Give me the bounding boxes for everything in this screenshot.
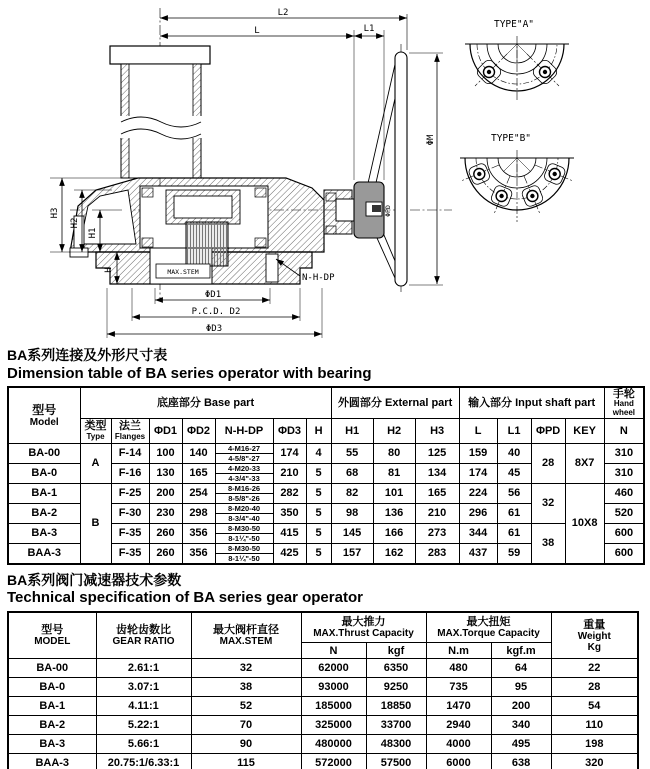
cell-nhdp: 8-M20-40 8-3/4"-40: [215, 503, 273, 523]
cell: 18850: [366, 697, 426, 716]
dim-label-l2: L2: [277, 8, 289, 18]
cell: F-35: [111, 543, 149, 564]
cell: F-35: [111, 523, 149, 543]
cell: 273: [415, 523, 459, 543]
cell: 166: [373, 523, 415, 543]
cell: F-16: [111, 463, 149, 483]
cell: BAA-3: [8, 754, 96, 769]
cell: 350: [273, 503, 306, 523]
cell: 5: [306, 543, 331, 564]
cell: 230: [149, 503, 182, 523]
cell: 54: [551, 697, 638, 716]
cell: 460: [604, 483, 644, 503]
cell: 32: [191, 659, 301, 678]
cell: 125: [415, 443, 459, 463]
cell: 5: [306, 463, 331, 483]
cell: 495: [491, 735, 551, 754]
cell: 600: [604, 543, 644, 564]
header-cell-h: H: [306, 418, 331, 443]
table-row: [8, 735, 638, 754]
header-cell-stem: 最大阀杆直径 MAX.STEM: [191, 612, 301, 659]
cell: 61: [497, 523, 531, 543]
header-cell-handwheel: 手轮 Hand wheel: [604, 387, 644, 418]
cell: 356: [182, 543, 215, 564]
header-cell-torque-nm: N.m: [426, 643, 491, 659]
cell: 282: [273, 483, 306, 503]
dim-label-l1: L1: [363, 24, 375, 34]
header-cell-external-part: 外圆部分 External part: [331, 387, 459, 418]
cell: 162: [373, 543, 415, 564]
cell: 415: [273, 523, 306, 543]
cell: 310: [604, 463, 644, 483]
header-cell-thrust-n: N: [301, 643, 366, 659]
cell: 93000: [301, 678, 366, 697]
cell: 185000: [301, 697, 366, 716]
cell: 200: [149, 483, 182, 503]
header-cell-l1: L1: [497, 418, 531, 443]
header-cell-ratio: 齿轮齿数比 GEAR RATIO: [96, 612, 191, 659]
dim-label-h1: H1: [88, 227, 98, 239]
cell-pd-group: 32: [531, 483, 565, 523]
cell: 260: [149, 543, 182, 564]
cell: 70: [191, 716, 301, 735]
dim-label-h: H: [104, 267, 114, 273]
cell: 298: [182, 503, 215, 523]
cell: 100: [149, 443, 182, 463]
cell: 165: [415, 483, 459, 503]
cell: 165: [182, 463, 215, 483]
cell: 5: [306, 483, 331, 503]
cell: 62000: [301, 659, 366, 678]
type-b-label: TYPE"B": [490, 133, 532, 144]
cell: 136: [373, 503, 415, 523]
type-a-view: [465, 36, 569, 102]
cell: 437: [459, 543, 497, 564]
cell: BA-2: [8, 503, 80, 523]
header-cell-d1: ΦD1: [149, 418, 182, 443]
cell: 296: [459, 503, 497, 523]
cell: 344: [459, 523, 497, 543]
cell: 310: [604, 443, 644, 463]
cell-type-group: A: [80, 443, 111, 483]
header-cell-pd: ΦPD: [531, 418, 565, 443]
cell: 45: [497, 463, 531, 483]
cell: 3.07:1: [96, 678, 191, 697]
header-cell-thrust-kgf: kgf: [366, 643, 426, 659]
table-row: [8, 483, 644, 503]
cell: 68: [331, 463, 373, 483]
cell: 2940: [426, 716, 491, 735]
cell: 320: [551, 754, 638, 769]
table-header-row: [8, 387, 644, 418]
dim-label-h2: H2: [70, 217, 80, 229]
header-cell-torque-kgfm: kgf.m: [491, 643, 551, 659]
header-cell-h3: H3: [415, 418, 459, 443]
cell: 82: [331, 483, 373, 503]
header-cell-d3: ΦD3: [273, 418, 306, 443]
cell: 5.22:1: [96, 716, 191, 735]
cell: 200: [491, 697, 551, 716]
dim-label-phi-m: ΦM: [426, 134, 436, 146]
cell: 480: [426, 659, 491, 678]
cell: 283: [415, 543, 459, 564]
cell: 224: [459, 483, 497, 503]
cell: 325000: [301, 716, 366, 735]
dimension-phi-m: [409, 53, 443, 285]
table-row: [8, 716, 638, 735]
cell: 130: [149, 463, 182, 483]
cell: 110: [551, 716, 638, 735]
cell: 40: [497, 443, 531, 463]
cell: 174: [273, 443, 306, 463]
cell-nhdp: 4-M20-33 4-3/4"-33: [215, 463, 273, 483]
cell: 90: [191, 735, 301, 754]
cell-type-group: B: [80, 483, 111, 564]
cell: 59: [497, 543, 531, 564]
header-cell-model: 型号 Model: [8, 387, 80, 443]
header-cell-type: 类型 Type: [80, 418, 111, 443]
cell: 520: [604, 503, 644, 523]
cell: 2.61:1: [96, 659, 191, 678]
table-row: [8, 443, 644, 463]
cell: F-30: [111, 503, 149, 523]
spec-table: [7, 611, 639, 769]
technical-drawing: [0, 0, 650, 345]
cell: 356: [182, 523, 215, 543]
cell: 5: [306, 503, 331, 523]
header-cell-weight: 重量 Weight Kg: [551, 612, 638, 659]
cell: 81: [373, 463, 415, 483]
dimension-table: [7, 386, 645, 565]
spec-table-title-en: Technical specification of BA series gear operator: [7, 589, 363, 607]
header-cell-thrust: 最大推力 MAX.Thrust Capacity: [301, 612, 426, 643]
cell-pd-group: 28: [531, 443, 565, 483]
cell: 6000: [426, 754, 491, 769]
cell: 95: [491, 678, 551, 697]
cell-nhdp: 8-M30-50 8-1¼"-50: [215, 523, 273, 543]
dimension-table-title-zh: BA系列连接及外形尺寸表: [7, 347, 168, 363]
cell: 61: [497, 503, 531, 523]
cell: 1470: [426, 697, 491, 716]
header-cell-key: KEY: [565, 418, 604, 443]
dim-label-n-h-dp: N-H-DP: [302, 273, 335, 283]
cell: 425: [273, 543, 306, 564]
cell: 210: [273, 463, 306, 483]
cell: 56: [497, 483, 531, 503]
stem-tube: [110, 46, 210, 178]
cell: 638: [491, 754, 551, 769]
cell: 340: [491, 716, 551, 735]
cell: 198: [551, 735, 638, 754]
header-cell-h2: H2: [373, 418, 415, 443]
dim-label-max-stem: MAX.STEM: [167, 268, 199, 276]
cell: 80: [373, 443, 415, 463]
handwheel: [336, 52, 407, 286]
cell: F-14: [111, 443, 149, 463]
header-cell-flanges: 法兰 Flanges: [111, 418, 149, 443]
cell: 55: [331, 443, 373, 463]
cell: 134: [415, 463, 459, 483]
table-row: [8, 659, 638, 678]
cell: 20.75:1/6.33:1: [96, 754, 191, 769]
cell: 28: [551, 678, 638, 697]
header-cell-torque: 最大扭矩 MAX.Torque Capacity: [426, 612, 551, 643]
header-cell-model: 型号 MODEL: [8, 612, 96, 659]
cell: 5: [306, 523, 331, 543]
cell: BA-0: [8, 463, 80, 483]
header-cell-l: L: [459, 418, 497, 443]
cell: 5.66:1: [96, 735, 191, 754]
cell: 600: [604, 523, 644, 543]
table-row: [8, 678, 638, 697]
dim-label-l: L: [254, 26, 260, 36]
cell: 48300: [366, 735, 426, 754]
spec-table-title-zh: BA系列阀门减速器技术参数: [7, 571, 182, 588]
table-row: [8, 697, 638, 716]
cell-pd-group: 38: [531, 523, 565, 564]
cell: 6350: [366, 659, 426, 678]
header-cell-h1: H1: [331, 418, 373, 443]
dim-label-pcd-d2: P.C.D. D2: [191, 307, 241, 317]
cell: BA-00: [8, 443, 80, 463]
cell: 254: [182, 483, 215, 503]
dimension-table-titles: [7, 347, 650, 383]
cell: BA-2: [8, 716, 96, 735]
cell: 22: [551, 659, 638, 678]
cell: 101: [373, 483, 415, 503]
cell-nhdp: 8-M16-26 8-5/8"-26: [215, 483, 273, 503]
table-header-row: [8, 612, 638, 643]
cell: BA-3: [8, 735, 96, 754]
cell: 9250: [366, 678, 426, 697]
cell: 140: [182, 443, 215, 463]
cell: BA-3: [8, 523, 80, 543]
dim-label-phi-pd: ΦPD: [384, 205, 392, 217]
cell: BA-1: [8, 697, 96, 716]
cell: 115: [191, 754, 301, 769]
cell: 735: [426, 678, 491, 697]
cell: 480000: [301, 735, 366, 754]
dim-label-h3: H3: [50, 207, 60, 219]
header-cell-n: N: [604, 418, 644, 443]
cell: 33700: [366, 716, 426, 735]
cell: 157: [331, 543, 373, 564]
cell: BAA-3: [8, 543, 80, 564]
header-cell-base-part: 底座部分 Base part: [80, 387, 331, 418]
type-b-view: [460, 150, 574, 222]
cell: 52: [191, 697, 301, 716]
dim-label-phi-d1: ΦD1: [204, 290, 222, 300]
cell: 174: [459, 463, 497, 483]
table-header-row: [8, 418, 644, 443]
cell: 145: [331, 523, 373, 543]
cell: 4000: [426, 735, 491, 754]
cell: 98: [331, 503, 373, 523]
table-row: [8, 754, 638, 769]
type-a-label: TYPE"A": [493, 19, 535, 30]
spec-table-titles: [7, 572, 650, 608]
cell: F-25: [111, 483, 149, 503]
dim-label-phi-d3: ΦD3: [205, 324, 223, 334]
cell: 57500: [366, 754, 426, 769]
cell: 38: [191, 678, 301, 697]
cell: 4: [306, 443, 331, 463]
cell-nhdp: 8-M30-50 8-1¼"-50: [215, 543, 273, 564]
cell: BA-00: [8, 659, 96, 678]
cell: 159: [459, 443, 497, 463]
cell: 210: [415, 503, 459, 523]
cell-key-group: 10X8: [565, 483, 604, 564]
cell: BA-0: [8, 678, 96, 697]
header-cell-nhdp: N-H-DP: [215, 418, 273, 443]
cell: 4.11:1: [96, 697, 191, 716]
dimension-table-title-en: Dimension table of BA series operator with bearing: [7, 364, 372, 382]
cell-key-group: 8X7: [565, 443, 604, 483]
header-cell-d2: ΦD2: [182, 418, 215, 443]
cell: 260: [149, 523, 182, 543]
cell: BA-1: [8, 483, 80, 503]
cell-nhdp: 4-M16-27 4-5/8"-27: [215, 443, 273, 463]
header-cell-input-part: 输入部分 Input shaft part: [459, 387, 604, 418]
cell: 572000: [301, 754, 366, 769]
cell: 64: [491, 659, 551, 678]
